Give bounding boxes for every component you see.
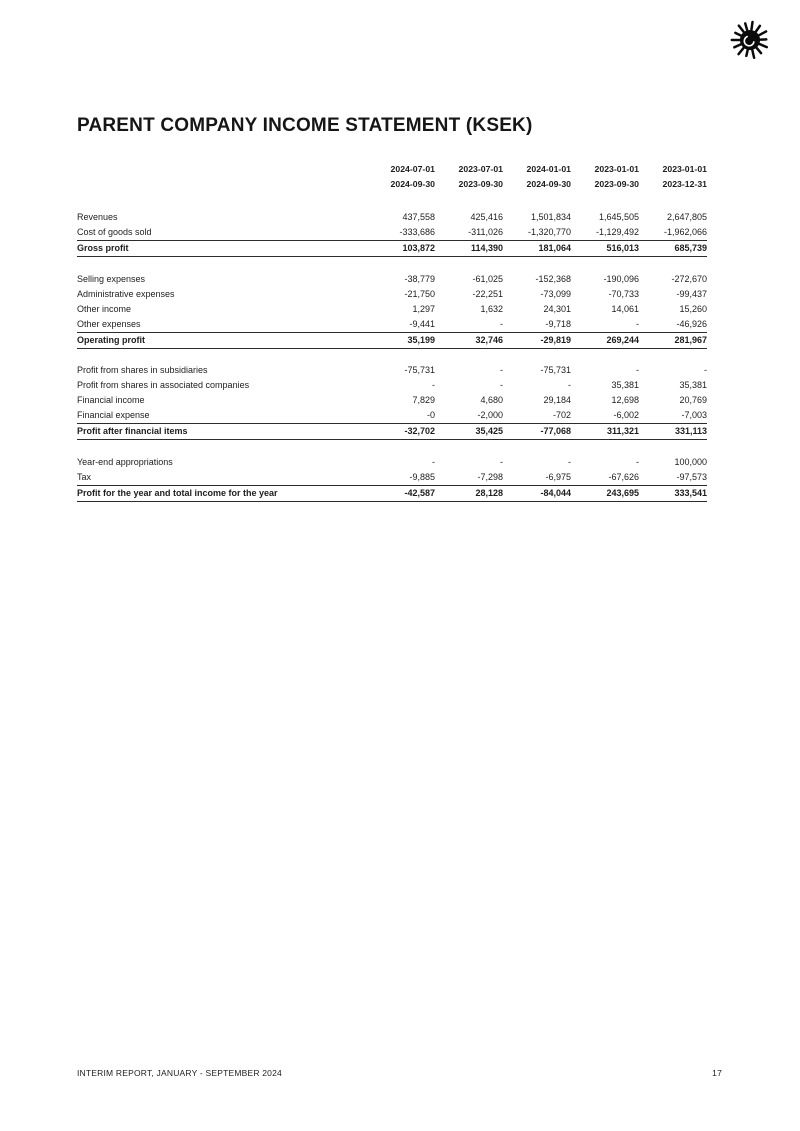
table-row xyxy=(77,241,707,257)
cell-value: 100,000 xyxy=(674,456,707,467)
cell-value: 35,381 xyxy=(679,380,707,390)
cell-value: -21,750 xyxy=(404,288,435,299)
row-label: Selling expenses xyxy=(77,273,146,284)
cell-value: - xyxy=(500,380,503,390)
cell-value: -61,025 xyxy=(472,273,503,284)
cell-value: 311,321 xyxy=(571,424,639,440)
cell-value: -272,670 xyxy=(671,273,707,284)
cell-value: - xyxy=(636,365,639,375)
cell-value: -311,026 xyxy=(435,225,503,241)
table-row xyxy=(77,332,707,348)
cell-value: - xyxy=(435,317,503,333)
cell-value: -67,626 xyxy=(571,470,639,486)
cell-value: -97,573 xyxy=(639,470,707,486)
cell-value: 331,113 xyxy=(639,424,707,440)
cell-value: 29,184 xyxy=(543,395,571,405)
cell-value: -38,779 xyxy=(404,273,435,284)
footer-page-number: 17 xyxy=(712,1068,722,1078)
table-row xyxy=(77,378,707,393)
spacer-row xyxy=(77,257,707,272)
cell-value: -46,926 xyxy=(639,317,707,333)
cell-value: -152,368 xyxy=(535,273,571,284)
cell-value: 4,680 xyxy=(480,395,503,405)
cell-value: -6,002 xyxy=(571,408,639,424)
column-header: 2023-01-01 2023-09-30 xyxy=(594,164,639,189)
row-label: Profit from shares in subsidiaries xyxy=(77,365,208,375)
row-label: Other income xyxy=(77,303,132,314)
cell-value: -75,731 xyxy=(404,365,435,375)
cell-value: -7,298 xyxy=(435,470,503,486)
cell-value: 14,061 xyxy=(611,303,639,314)
cell-value: 20,769 xyxy=(679,395,707,405)
cell-value: 425,416 xyxy=(470,212,503,222)
table-row xyxy=(77,272,707,287)
column-header: 2023-07-01 2023-09-30 xyxy=(458,164,503,189)
spacer-cell xyxy=(77,257,707,272)
hedgehog-scribble-icon xyxy=(727,17,773,63)
cell-value: -1,129,492 xyxy=(571,225,639,241)
table-row xyxy=(77,317,707,333)
cell-value: -702 xyxy=(503,408,571,424)
cell-value: -73,099 xyxy=(540,288,571,299)
cell-value: - xyxy=(432,380,435,390)
cell-value: 685,739 xyxy=(639,241,707,257)
cell-value: -1,962,066 xyxy=(639,225,707,241)
row-label: Profit from shares in associated companies xyxy=(77,380,250,390)
table-row xyxy=(77,363,707,378)
column-header: 2023-01-01 2023-12-31 xyxy=(662,164,707,189)
row-label: Financial income xyxy=(77,395,145,405)
cell-value: -22,251 xyxy=(472,288,503,299)
cell-value: 103,872 xyxy=(367,241,435,257)
company-logo xyxy=(727,17,773,63)
column-header: 2024-01-01 2024-09-30 xyxy=(526,164,571,189)
cell-value: 28,128 xyxy=(435,485,503,501)
cell-value: 1,297 xyxy=(412,303,435,314)
table-row xyxy=(77,485,707,501)
row-label: Year-end appropriations xyxy=(77,456,173,467)
cell-value: -9,718 xyxy=(503,317,571,333)
cell-value: 516,013 xyxy=(571,241,639,257)
cell-value: 281,967 xyxy=(639,332,707,348)
cell-value: 269,244 xyxy=(571,332,639,348)
cell-value: -1,320,770 xyxy=(503,225,571,241)
cell-value: - xyxy=(568,456,571,467)
cell-value: -42,587 xyxy=(367,485,435,501)
cell-value: 35,381 xyxy=(611,380,639,390)
table-row xyxy=(77,455,707,470)
cell-value: 437,558 xyxy=(402,212,435,222)
cell-value: -84,044 xyxy=(503,485,571,501)
row-label: Gross profit xyxy=(77,241,367,257)
cell-value: -9,885 xyxy=(367,470,435,486)
cell-value: 32,746 xyxy=(435,332,503,348)
cell-value: - xyxy=(704,365,707,375)
cell-value: -29,819 xyxy=(503,332,571,348)
cell-value: 243,695 xyxy=(571,485,639,501)
cell-value: 333,541 xyxy=(639,485,707,501)
row-label: Other expenses xyxy=(77,317,367,333)
row-label: Tax xyxy=(77,470,367,486)
row-label: Administrative expenses xyxy=(77,288,175,299)
cell-value: 1,501,834 xyxy=(530,212,571,222)
row-label: Profit after financial items xyxy=(77,424,367,440)
cell-value: -99,437 xyxy=(676,288,707,299)
cell-value: -6,975 xyxy=(503,470,571,486)
cell-value: - xyxy=(432,456,435,467)
cell-value: 35,425 xyxy=(435,424,503,440)
table-row xyxy=(77,302,707,317)
cell-value: 12,698 xyxy=(611,395,639,405)
cell-value: -9,441 xyxy=(367,317,435,333)
cell-value: 1,645,505 xyxy=(598,212,639,222)
cell-value: -333,686 xyxy=(367,225,435,241)
table-row xyxy=(77,225,707,241)
table-row xyxy=(77,210,707,225)
cell-value: 15,260 xyxy=(679,303,707,314)
cell-value: -7,003 xyxy=(639,408,707,424)
row-label: Revenues xyxy=(77,212,118,222)
cell-value: -75,731 xyxy=(540,365,571,375)
table-row xyxy=(77,470,707,486)
cell-value: 7,829 xyxy=(412,395,435,405)
table-row xyxy=(77,408,707,424)
page-footer xyxy=(77,1068,722,1078)
cell-value: - xyxy=(500,365,503,375)
column-header: 2024-07-01 2024-09-30 xyxy=(390,164,435,189)
spacer-row xyxy=(77,348,707,363)
cell-value: -70,733 xyxy=(608,288,639,299)
cell-value: -0 xyxy=(367,408,435,424)
row-label: Operating profit xyxy=(77,332,367,348)
row-label: Financial expense xyxy=(77,408,367,424)
cell-value: 181,064 xyxy=(503,241,571,257)
row-label: Cost of goods sold xyxy=(77,225,367,241)
cell-value: - xyxy=(568,380,571,390)
table-row xyxy=(77,393,707,408)
spacer-cell xyxy=(77,348,707,363)
cell-value: - xyxy=(571,317,639,333)
table-row xyxy=(77,424,707,440)
table-header-row xyxy=(77,162,707,210)
spacer-cell xyxy=(77,440,707,455)
cell-value: -190,096 xyxy=(603,273,639,284)
cell-value: 2,647,805 xyxy=(666,212,707,222)
spacer-row xyxy=(77,440,707,455)
table-row xyxy=(77,287,707,302)
cell-value: 24,301 xyxy=(543,303,571,314)
row-label: Profit for the year and total income for the year xyxy=(77,485,367,501)
footer-report-title: INTERIM REPORT, JANUARY - SEPTEMBER 2024 xyxy=(77,1068,282,1078)
cell-value: - xyxy=(636,456,639,467)
cell-value: 35,199 xyxy=(367,332,435,348)
income-statement-table xyxy=(77,162,707,502)
cell-value: -2,000 xyxy=(435,408,503,424)
cell-value: 114,390 xyxy=(435,241,503,257)
cell-value: - xyxy=(500,456,503,467)
cell-value: -77,068 xyxy=(503,424,571,440)
cell-value: 1,632 xyxy=(480,303,503,314)
cell-value: -32,702 xyxy=(367,424,435,440)
page-title: PARENT COMPANY INCOME STATEMENT (KSEK) xyxy=(77,115,533,136)
column-header-empty xyxy=(77,162,367,210)
